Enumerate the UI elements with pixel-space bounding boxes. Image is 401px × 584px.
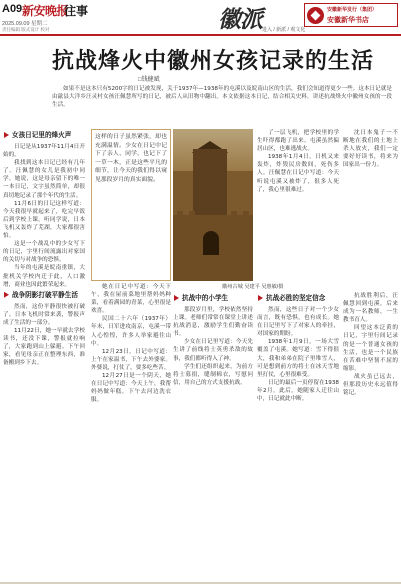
- article-byline: □钱健斌: [138, 77, 160, 83]
- paragraph: 1938年1月4日，日机又来轰炸，炸毁民房数间，死伤多人。汪佩慧在日记中写道：今天听说屯溪又被炸了，很多人死了，我心里很难过。: [257, 154, 339, 193]
- column-5-lower: [343, 292, 398, 579]
- paragraph: 沈日本鬼子一不断地在我们的土地上杀人放火，我们一定要好好读书，将来为国家出一份力。: [343, 130, 398, 169]
- issue-date: 2025.09.09 星期二: [2, 21, 48, 27]
- ad-line-1: 安徽新华发行（集团）: [327, 7, 378, 13]
- brand-title: 徽派: [218, 6, 262, 33]
- article-lead: 如果不是这本只有5200字的日记被发现，关于1937年—1938年的屯溪以及皖南山区的生活，我们会知道得更少一些。这本日记就是由歙县大洋乡汪灵村女孩汪佩慧所写的日记，被后人从旧物中翻出。本文依据这本日记，结合相关史料，讲述抗战烽火中徽州女孩的一段生活。: [52, 86, 392, 109]
- paragraph: 当年的屯溪是皖南重镇，大批机关学校内迁于此，人口激增，商业也因此繁荣起来。: [3, 265, 85, 288]
- paragraph: 11月6日的日记这样写道：今天我很早就起来了，吃完早饭后到学校上课。听同学说，日本飞机又轰炸了芜湖，大家都很害怕。: [3, 200, 85, 240]
- paragraph: 那段岁月里，学校依然坚持上课。老师们常常在课堂上讲述抗战消息，激励学生们勤奋读书。: [173, 307, 253, 338]
- paragraph: 学生们还组织起来，为前方将士募捐，缝制棉衣，写慰问信，用自己的方式支援抗战。: [173, 363, 253, 386]
- paragraph: 然而，这些日子对一个少女而言，既有恐惧，也有成长。她在日记里写下了对家人的牵挂，对国家的期盼。: [257, 307, 339, 338]
- paragraph: 1938年1月9日，一场大雪覆盖了屯溪。她写道：雪下得很大，我和弟弟在院子里堆雪人，可是想到前方的将士在冰天雪地里打仗，心里很难受。: [257, 339, 339, 378]
- article-headline: 抗战烽火中徽州女孩记录的生活: [52, 48, 375, 74]
- paragraph: 日记是从1937年11月4日开始的。: [3, 144, 85, 159]
- section-heading-1: 女孩日记里的烽火声: [3, 131, 85, 140]
- masthead-rule: [0, 34, 401, 36]
- column-name: 往事: [64, 4, 89, 18]
- paragraph: 民国二十六年（1937年）年末，日军进攻南京，屯溪一带人心惶惶，许多人举家避往山中。: [91, 316, 171, 347]
- page-number: A09: [2, 3, 23, 15]
- paragraph: 然而，这份平静很快被打破了。日本飞机时常来袭，警报声成了生活的一部分。: [3, 303, 85, 326]
- column-4-lower: [257, 292, 339, 579]
- section-heading-2: 战争阴影打破平静生活: [3, 291, 85, 300]
- column-2-lower: [91, 283, 171, 579]
- paragraph: 了一层飞机，把学校里的学生吓得都跑了出来。屯溪虽然偏居山区，也难逃战火。: [257, 130, 339, 153]
- section-heading-3: 抗战中的小学生: [173, 294, 253, 303]
- bookstore-logo-icon: [307, 7, 324, 24]
- paper-logo: 新安晚报: [22, 4, 69, 18]
- column-3-lower: [173, 292, 253, 579]
- paragraph: 战火虽已远去，但那段历史永远值得铭记。: [343, 373, 398, 397]
- paragraph: 11月22日，她一早就去学校读书，还没下课，警报就拉响了，大家跑到山上躲避。下午回家，看见母亲正在整理东西，准备搬到乡下去。: [3, 327, 85, 367]
- paragraph: 少女在日记里写道：今天先生讲了前线将士英勇杀敌的故事，我们都听得入了神。: [173, 339, 253, 362]
- column-1: [3, 129, 85, 579]
- paragraph: 12月27日是一个阴天，她在日记中写道：今天上午，我帮妈妈做年糕，下午去河边洗衣服。: [91, 373, 171, 404]
- paragraph: 日记的最后一页停留在1938年2月。此后，她随家人迁往山中，日记就此中断。: [257, 379, 339, 403]
- ad-line-2: 安徽新华书店: [327, 17, 369, 24]
- column-4: [257, 129, 339, 281]
- paragraph: 我找到这本日记已经有几年了。汪佩慧的女儿是我初中同学。她说，这是母亲留下的唯一一本日记，文字虽然简单，却很真切地记录了那个年代的生活。: [3, 160, 85, 199]
- paragraph: 12月23日，日记中写道：上午在家温书，下午去外婆家。外婆说，打仗了，要多吃些苦。: [91, 348, 171, 371]
- column-5: [343, 129, 398, 281]
- pullquote-box: [91, 129, 171, 281]
- advertisement-box: [304, 3, 398, 27]
- photo-caption: 徽州古城 吴建平 吴惠敏/摄: [222, 284, 284, 290]
- brand-slogan: 进入 / 新派 / 观文化: [262, 27, 306, 33]
- masthead: [0, 0, 401, 36]
- paragraph: 她在日记中写道：今天下午，我在屋前菜地里帮妈妈种菜，看着满园的青菜，心里很是欢喜。: [91, 284, 171, 315]
- pullquote-text: 这样的日子虽然紧张，却也充满温情。少女在日记中记下了亲人、同学，也记下了一草一木，正是这些平凡的细节，让今天的我们得以窥见那段岁月的真实面貌。: [95, 134, 167, 183]
- section-heading-4: 抗战必胜的坚定信念: [257, 294, 339, 303]
- issue-editors: 责任编辑 版式设计 校对: [2, 27, 50, 32]
- paragraph: 回望这本泛黄的日记，字里行间记录的是一个普通女孩的生活，也是一个民族在苦难中坚韧不屈的缩影。: [343, 325, 398, 372]
- paragraph: 这是一个战乱中的少女写下的日记，字里行间流露出对家国的关切与对战争的恐惧。: [3, 241, 85, 264]
- article-photo: [173, 129, 253, 281]
- paragraph: 抗战胜利后，汪佩慧回到屯溪，后来成为一名教师，一生教书育人。: [343, 293, 398, 324]
